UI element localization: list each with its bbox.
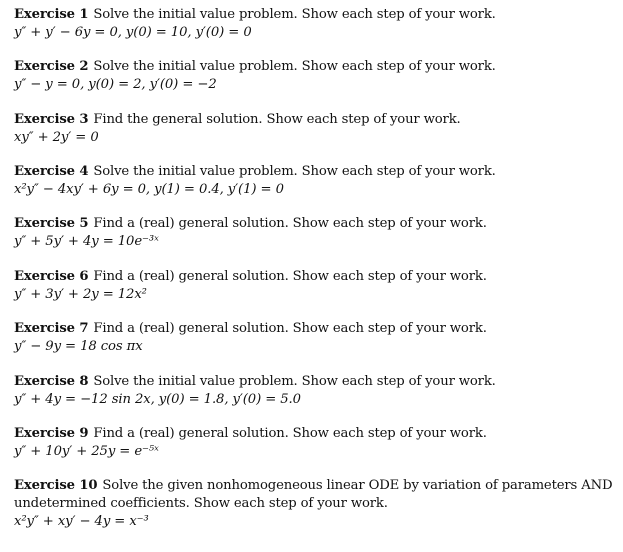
exercise-equation: y″ + 3y′ + 2y = 12x²	[14, 287, 147, 302]
exercise-label: Exercise 2	[14, 59, 89, 74]
exercise-equation: y″ − 9y = 18 cos πx	[14, 339, 143, 354]
exercise-7	[14, 320, 614, 356]
exercise-label: Exercise 1	[14, 7, 89, 22]
exercise-prompt: Find a (real) general solution. Show each step of your work.	[93, 426, 487, 441]
exercise-prompt: Solve the initial value problem. Show each step of your work.	[93, 374, 496, 389]
exercise-heading	[14, 320, 614, 338]
exercise-1	[14, 6, 614, 42]
exercise-heading	[14, 6, 614, 24]
exercise-10	[14, 477, 614, 531]
exercise-equation: y″ + 5y′ + 4y = 10e⁻³ˣ	[14, 234, 159, 249]
exercise-label: Exercise 4	[14, 164, 89, 179]
exercise-label: Exercise 9	[14, 426, 89, 441]
exercise-prompt: Solve the initial value problem. Show each step of your work.	[93, 59, 496, 74]
exercise-heading	[14, 215, 614, 233]
exercise-equation: x²y″ − 4xy′ + 6y = 0, y(1) = 0.4, y′(1) = 0	[14, 182, 284, 197]
exercise-prompt: Find a (real) general solution. Show each step of your work.	[93, 216, 487, 231]
exercise-heading	[14, 58, 614, 76]
exercise-6	[14, 268, 614, 304]
exercise-label: Exercise 6	[14, 269, 89, 284]
exercise-3	[14, 111, 614, 147]
exercise-8	[14, 373, 614, 409]
exercise-prompt: Solve the initial value problem. Show each step of your work.	[93, 164, 496, 179]
exercise-label: Exercise 5	[14, 216, 89, 231]
exercise-heading	[14, 268, 614, 286]
exercise-prompt: Find the general solution. Show each step of your work.	[93, 112, 461, 127]
exercise-4	[14, 163, 614, 199]
exercise-label: Exercise 3	[14, 112, 89, 127]
exercise-prompt: Find a (real) general solution. Show each step of your work.	[93, 321, 487, 336]
exercise-prompt: Solve the given nonhomogeneous linear ODE by variation of parameters AND undetermined coefficients. Show each step of your work.	[14, 478, 613, 511]
exercise-equation: y″ + 4y = −12 sin 2x, y(0) = 1.8, y′(0) = 5.0	[14, 392, 301, 407]
exercise-equation: y″ + y′ − 6y = 0, y(0) = 10, y′(0) = 0	[14, 25, 252, 40]
exercise-label: Exercise 10	[14, 478, 98, 493]
exercise-equation: xy″ + 2y′ = 0	[14, 130, 99, 145]
exercise-label: Exercise 7	[14, 321, 89, 336]
exercise-5	[14, 215, 614, 251]
exercise-equation: y″ − y = 0, y(0) = 2, y′(0) = −2	[14, 77, 217, 92]
exercise-equation: y″ + 10y′ + 25y = e⁻⁵ˣ	[14, 444, 159, 459]
exercise-heading	[14, 425, 614, 443]
exercise-label: Exercise 8	[14, 374, 89, 389]
exercise-prompt: Solve the initial value problem. Show each step of your work.	[93, 7, 496, 22]
exercise-2	[14, 58, 614, 94]
exercise-prompt: Find a (real) general solution. Show each step of your work.	[93, 269, 487, 284]
exercise-heading	[14, 477, 614, 513]
exercise-9	[14, 425, 614, 461]
exercise-equation: x²y″ + xy′ − 4y = x⁻³	[14, 514, 149, 529]
exercise-heading	[14, 111, 614, 129]
exercise-heading	[14, 163, 614, 181]
exercise-heading	[14, 373, 614, 391]
